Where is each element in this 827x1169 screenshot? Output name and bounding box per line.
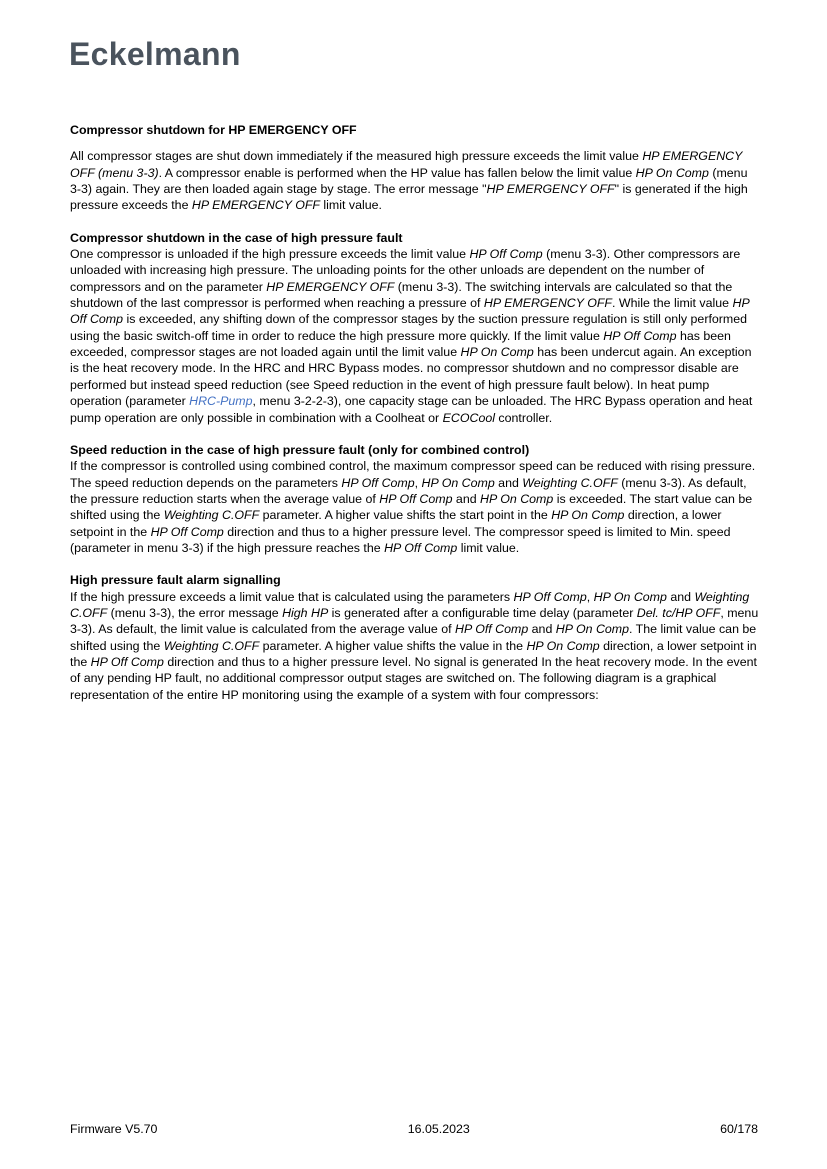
text-run: HP Off Comp [90, 654, 164, 669]
section-alarm-signalling [70, 572, 759, 703]
text-run: HP On Comp [421, 475, 495, 490]
text-run: HP Off Comp [384, 540, 458, 555]
text-run: is exceeded. The start value can be shifted using the [70, 491, 753, 523]
text-run: HP Off Comp [469, 247, 543, 262]
text-run: is exceeded, any shifting down of the compressor stages by the suction pressure regulation is still only performed using the basic switch-off time in order to reduce the high pressure more quickly. If the limit value [70, 312, 748, 343]
section-paragraph [70, 589, 759, 703]
section-paragraph [70, 246, 759, 426]
text-run: One compressor is unloaded if the high pressure exceeds the limit value [70, 247, 470, 262]
text-run: parameter. A higher value shifts the start point in the [259, 508, 552, 523]
text-run: , [586, 589, 594, 604]
text-run: has been undercut again. An exception is the heat recovery mode. In the HRC and HRC Bypass modes. no compressor shutdown and no compressor disable are performed but instead speed reduction (see Speed reduction in the event of high pressure fault below). In heat pump operation (parameter [70, 345, 752, 409]
text-run: High HP [282, 605, 329, 620]
text-run: controller. [494, 410, 553, 425]
text-run: Weighting C.OFF [522, 475, 618, 490]
text-run: and [666, 589, 695, 604]
text-run: HP EMERGENCY OFF [486, 182, 615, 197]
text-run: HP Off Comp [603, 328, 677, 343]
text-run: HP EMERGENCY OFF (menu 3-3) [70, 149, 743, 180]
text-run: (menu 3-3). Other compressors are unloaded with increasing high pressure. The unloading points for the other unloads are dependent on the number of compressors and on the parameter [70, 247, 741, 294]
text-run: HP Off Comp [70, 296, 750, 327]
section-heading: Compressor shutdown in the case of high pressure fault [70, 230, 403, 245]
text-run: HP Off Comp [513, 589, 587, 604]
text-run: HP Off Comp [150, 524, 224, 539]
text-run: parameter. A higher value shifts the value in the [259, 638, 527, 653]
document-content [70, 122, 759, 719]
text-run: HP On Comp [555, 622, 629, 637]
text-run: HP EMERGENCY OFF [266, 279, 395, 294]
text-run: HP Off Comp [379, 491, 453, 506]
text-run: HP Off Comp [455, 622, 529, 637]
text-run: Weighting C.OFF [70, 589, 750, 620]
text-run: HP On Comp [551, 508, 625, 523]
text-run: (menu 3-3). As default, the pressure reduction starts when the average value of [70, 475, 747, 506]
text-run: limit value. [457, 540, 520, 555]
section-heading: Speed reduction in the case of high pressure fault (only for combined control) [70, 442, 530, 457]
text-run: direction and thus to a higher pressure level. The compressor speed is limited to Min. speed (parameter in menu 3-3) if the high pressure reaches the [70, 524, 731, 555]
text-run: direction and thus to a higher pressure level. No signal is generated In the heat recovery mode. In the event of any pending HP fault, no additional compressor output stages are switched on. The following diagram is a graphical representation of the entire HP monitoring using the example of a system with four compressors: [70, 654, 757, 702]
section-hp-emergency-off-shutdown [70, 122, 759, 214]
text-run: , [414, 475, 422, 490]
footer-date: 16.05.2023 [407, 1122, 470, 1136]
text-run: (menu 3-3). The switching intervals are calculated so that the shutdown of the last compressor is performed when reaching a pressure of [70, 279, 733, 311]
footer-page-number: 60/178 [720, 1122, 758, 1136]
text-run: " is generated if the high pressure exceeds the [70, 182, 748, 213]
section-heading: High pressure fault alarm signalling [70, 573, 281, 588]
text-run: HP On Comp [526, 638, 600, 653]
section-speed-reduction [70, 442, 759, 556]
text-run: ECOCool [442, 410, 495, 425]
text-run: HP Off Comp [341, 475, 415, 490]
text-run: . The limit value can be shifted using the [70, 622, 757, 653]
section-hp-fault-shutdown [70, 230, 759, 426]
text-run: and [494, 475, 523, 490]
text-run: direction, a lower setpoint in the [70, 508, 722, 539]
text-run: . A compressor enable is performed when the HP value has fallen below the limit value [158, 165, 636, 180]
text-run: has been exceeded, compressor stages are not loaded again until the limit value [70, 328, 731, 360]
eckelmann-logo: Eckelmann [69, 36, 241, 72]
section-paragraph [70, 458, 759, 556]
text-run: . While the limit value [611, 296, 733, 311]
text-run: HP EMERGENCY OFF [483, 296, 612, 311]
section-paragraph [70, 148, 759, 213]
text-run: HP EMERGENCY OFF [191, 198, 320, 213]
text-run: and [528, 622, 556, 637]
text-run: If the high pressure exceeds a limit value that is calculated using the parameters [70, 589, 514, 604]
text-run: All compressor stages are shut down immediately if the measured high pressure exceeds the limit value [70, 149, 643, 164]
page-footer [70, 1121, 758, 1137]
text-run: HP On Comp [460, 345, 534, 360]
inline-link[interactable]: HRC-Pump [189, 394, 253, 409]
text-run: If the compressor is controlled using combined control, the maximum compressor speed can be reduced with rising pressure. The speed reduction depends on the parameters [70, 459, 756, 490]
footer-firmware-version: Firmware V5.70 [70, 1122, 158, 1136]
text-run: HP On Comp [593, 589, 667, 604]
text-run: is generated after a configurable time delay (parameter [328, 605, 637, 620]
text-run: (menu 3-3) again. They are then loaded again stage by stage. The error message " [70, 165, 748, 197]
text-run: and [452, 491, 481, 506]
text-run: Del. tc/HP OFF [636, 605, 721, 620]
text-run: Weighting C.OFF [163, 508, 260, 523]
text-run: (menu 3-3), the error message [107, 605, 283, 620]
text-run: HP On Comp [635, 165, 709, 180]
section-heading: Compressor shutdown for HP EMERGENCY OFF [70, 123, 357, 137]
text-run: , menu 3-3). As default, the limit value is calculated from the average value of [70, 605, 759, 637]
text-run: direction, a lower setpoint in the [70, 638, 757, 669]
text-run: limit value. [319, 198, 382, 213]
text-run: , menu 3-2-2-3), one capacity stage can be unloaded. The HRC Bypass operation and heat pump operation are only possible in combination with a Coolheat or [70, 394, 753, 425]
text-run: Weighting C.OFF [163, 638, 260, 653]
text-run: HP On Comp [480, 491, 554, 506]
